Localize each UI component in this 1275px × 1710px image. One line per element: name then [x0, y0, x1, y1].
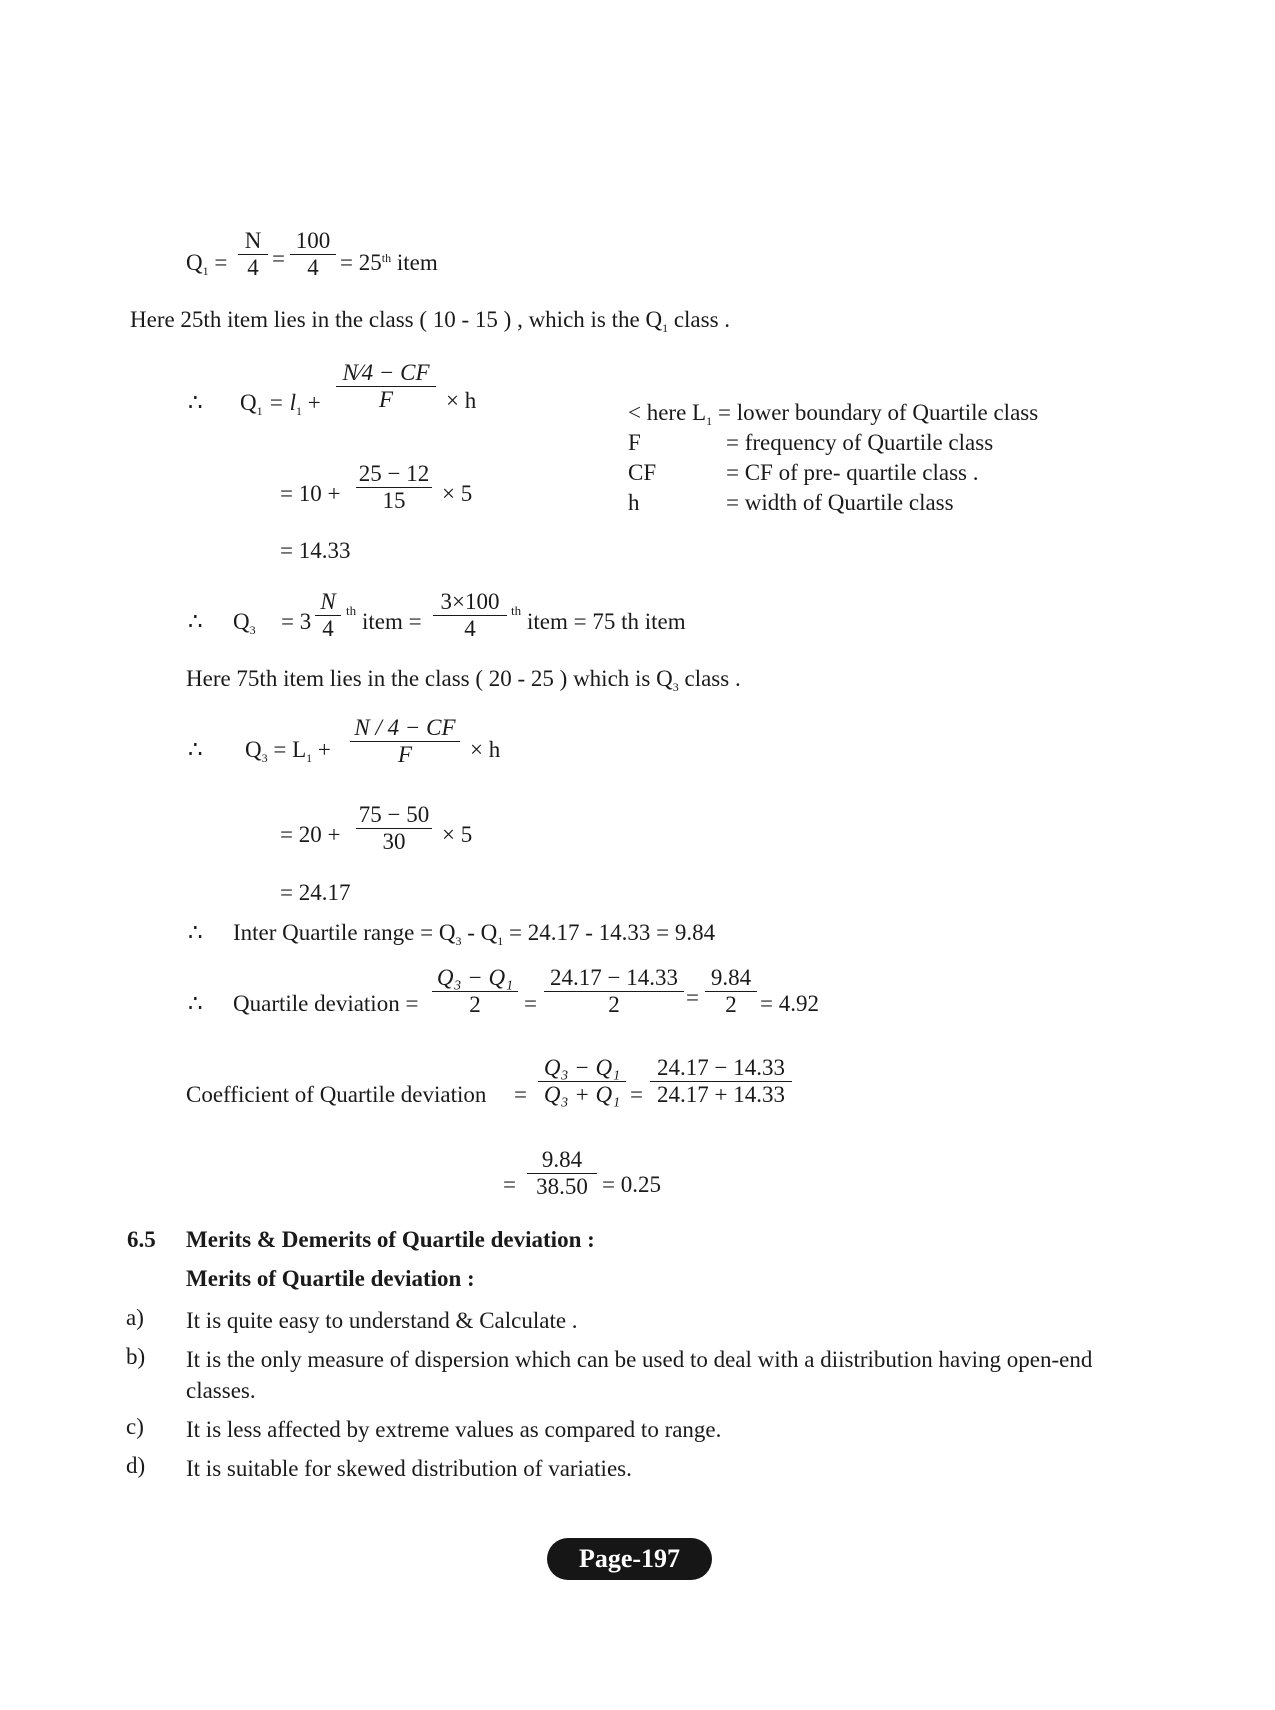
q3-class-statement: Here 75th item lies in the class ( 20 - 25 ) which is $Q_3$ class . — [186, 666, 741, 694]
fraction-difference: $\frac{24.17 - 14.33}{2}$ — [544, 965, 684, 1018]
fraction-n-over-4: $\frac{N}{4}$ — [238, 228, 268, 281]
fraction-100-over-4: $\frac{100}{4}$ — [290, 228, 336, 281]
section-number: 6.5 — [127, 1227, 156, 1252]
therefore-symbol: ∴ — [188, 390, 203, 415]
legend-label: F — [628, 430, 641, 455]
fraction-9-84-over-2: $\frac{9.84}{2}$ — [705, 965, 757, 1018]
legend-label: h — [628, 490, 640, 515]
equals-sign: = — [272, 246, 285, 271]
q1-subscript: 1 — [202, 264, 209, 278]
coefficient-result: = 0.25 — [602, 1172, 661, 1197]
therefore-symbol: ∴ — [188, 991, 203, 1016]
fraction-3x100-over-4: $\frac{3\times 100}{4}$ — [433, 589, 507, 642]
page-number-badge: Page-197 — [547, 1538, 712, 1580]
fraction-coefficient-values: $\frac{24.17 - 14.33}{24.17 + 14.33}$ — [650, 1055, 792, 1108]
legend-value: = lower boundary of Quartile class — [718, 400, 1039, 425]
fraction-substitution: $\frac{75 - 50}{30}$ — [356, 802, 432, 855]
therefore-symbol: ∴ — [188, 737, 203, 762]
fraction-n-over-4: $\frac{N}{4}$ — [315, 589, 341, 642]
q3-result: = 24.17 — [280, 880, 351, 905]
legend-value: = CF of pre- quartile class . — [726, 460, 979, 485]
fraction-substitution: $\frac{25 - 12}{15}$ — [356, 461, 432, 514]
quartile-deviation-result: = 4.92 — [760, 991, 819, 1016]
section-title: Merits & Demerits of Quartile deviation : — [186, 1227, 595, 1252]
q1-class-statement: Here 25th item lies in the class ( 10 - 15 ) , which is the $Q_1$ class . — [130, 307, 731, 335]
fraction-coefficient-formula: $\frac{\text{Q₃ − Q₁}}{\text{Q₃ + Q₁}}$ — [538, 1055, 626, 1108]
therefore-symbol: ∴ — [188, 609, 203, 634]
fraction-quartile-formula: $\frac{N⁄4 - CF}{F}$ — [336, 360, 436, 413]
equals-sign: = — [214, 250, 228, 275]
q1-item-number: = 25 — [340, 250, 382, 275]
fraction-q3-minus-q1: $\frac{\text{Q₃ − Q₁}}{2}$ — [432, 965, 518, 1018]
fraction-9-84-over-38-50: $\frac{9.84}{38.50}$ — [527, 1147, 597, 1200]
fraction-quartile-formula: $\frac{N / 4 - CF}{F}$ — [350, 715, 460, 768]
therefore-symbol: ∴ — [188, 920, 203, 945]
legend-label: < here L — [628, 400, 707, 425]
q1-result: = 14.33 — [280, 538, 351, 563]
q1-symbol: Q — [186, 250, 203, 275]
subsection-title: Merits of Quartile deviation : — [186, 1266, 475, 1291]
legend-value: = width of Quartile class — [726, 490, 954, 515]
legend-label: CF — [628, 460, 657, 485]
legend-value: = frequency of Quartile class — [726, 430, 994, 455]
